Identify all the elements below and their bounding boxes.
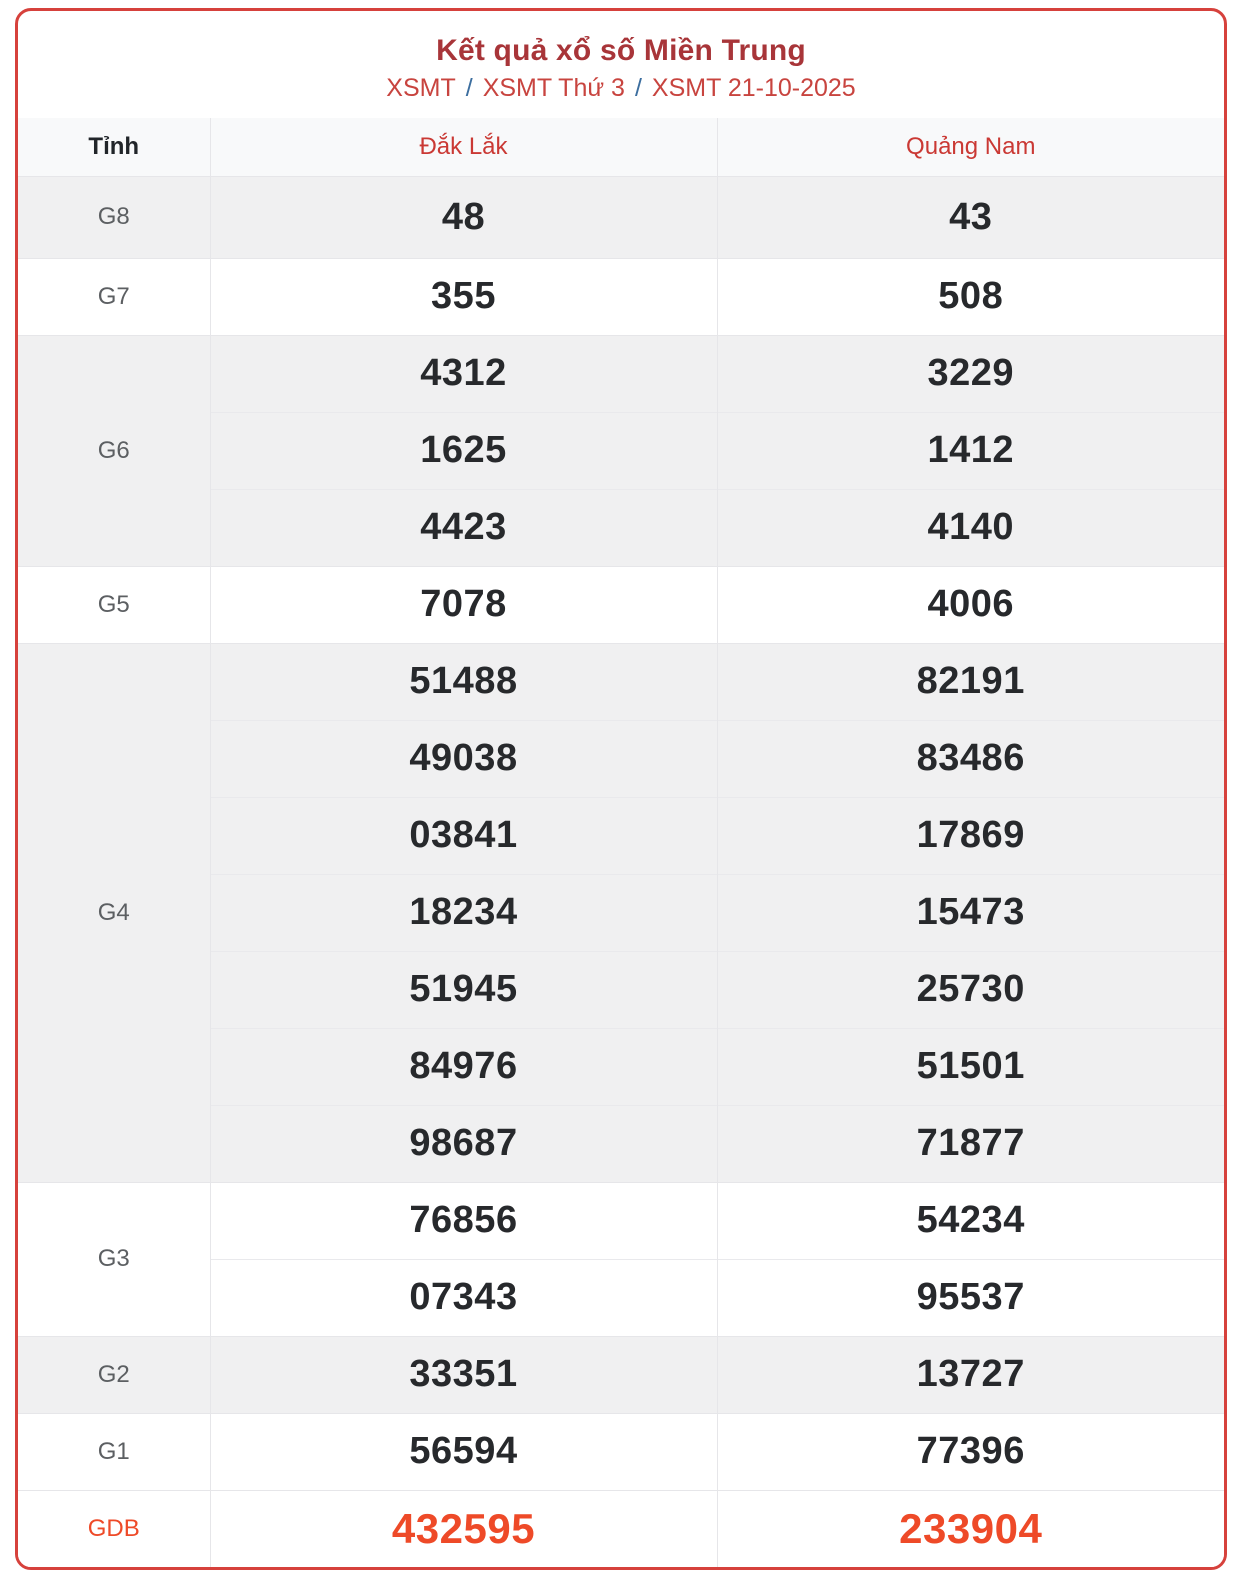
prize-label-g7: G7 (18, 258, 210, 335)
prize-row-g1 (18, 1413, 1224, 1490)
value-g2-dak-lak: 33351 (210, 1336, 717, 1413)
prize-row-g6-1 (18, 335, 1224, 412)
value-g4-4-quang-nam: 15473 (717, 874, 1224, 951)
breadcrumb-link-xsmt-weekday[interactable]: XSMT Thứ 3 (482, 74, 625, 102)
prize-label-g1: G1 (18, 1413, 210, 1490)
value-g4-5-dak-lak: 51945 (210, 951, 717, 1028)
value-g4-3-dak-lak: 03841 (210, 797, 717, 874)
value-g4-2-dak-lak: 49038 (210, 720, 717, 797)
value-g4-2-quang-nam: 83486 (717, 720, 1224, 797)
prize-label-gdb: GDB (18, 1490, 210, 1567)
value-g4-7-dak-lak: 98687 (210, 1105, 717, 1182)
prize-label-g4: G4 (18, 643, 210, 1182)
prize-label-g8: G8 (18, 176, 210, 258)
breadcrumb-link-xsmt[interactable]: XSMT (386, 74, 456, 102)
prize-row-g2 (18, 1336, 1224, 1413)
value-g3-2-dak-lak: 07343 (210, 1259, 717, 1336)
value-g5-dak-lak: 7078 (210, 566, 717, 643)
value-g1-dak-lak: 56594 (210, 1413, 717, 1490)
value-g4-4-dak-lak: 18234 (210, 874, 717, 951)
value-gdb-dak-lak: 432595 (210, 1490, 717, 1567)
value-g6-3-quang-nam: 4140 (717, 489, 1224, 566)
value-g3-1-dak-lak: 76856 (210, 1182, 717, 1259)
value-g1-quang-nam: 77396 (717, 1413, 1224, 1490)
lottery-results-card (15, 8, 1227, 1570)
value-g8-quang-nam: 43 (717, 176, 1224, 258)
prize-label-g2: G2 (18, 1336, 210, 1413)
breadcrumb (386, 74, 855, 103)
value-g4-7-quang-nam: 71877 (717, 1105, 1224, 1182)
value-g6-2-quang-nam: 1412 (717, 412, 1224, 489)
value-g4-1-quang-nam: 82191 (717, 643, 1224, 720)
value-g7-dak-lak: 355 (210, 258, 717, 335)
table-header-row (18, 118, 1224, 176)
prize-row-g4-1 (18, 643, 1224, 720)
prize-row-g5 (18, 566, 1224, 643)
column-header-dak-lak[interactable]: Đắk Lắk (210, 118, 717, 176)
value-g6-1-quang-nam: 3229 (717, 335, 1224, 412)
value-g6-3-dak-lak: 4423 (210, 489, 717, 566)
value-g5-quang-nam: 4006 (717, 566, 1224, 643)
value-g7-quang-nam: 508 (717, 258, 1224, 335)
column-header-quang-nam[interactable]: Quảng Nam (717, 118, 1224, 176)
breadcrumb-separator: / (465, 74, 473, 102)
prize-row-g8 (18, 176, 1224, 258)
value-g8-dak-lak: 48 (210, 176, 717, 258)
prize-row-gdb (18, 1490, 1224, 1567)
prize-row-g3-1 (18, 1182, 1224, 1259)
value-g6-1-dak-lak: 4312 (210, 335, 717, 412)
value-g4-1-dak-lak: 51488 (210, 643, 717, 720)
results-table (18, 118, 1224, 1567)
value-g4-6-dak-lak: 84976 (210, 1028, 717, 1105)
prize-label-g3: G3 (18, 1182, 210, 1336)
value-g4-6-quang-nam: 51501 (717, 1028, 1224, 1105)
value-g3-2-quang-nam: 95537 (717, 1259, 1224, 1336)
value-gdb-quang-nam: 233904 (717, 1490, 1224, 1567)
value-g2-quang-nam: 13727 (717, 1336, 1224, 1413)
prize-label-g6: G6 (18, 335, 210, 566)
value-g6-2-dak-lak: 1625 (210, 412, 717, 489)
breadcrumb-link-xsmt-date[interactable]: XSMT 21-10-2025 (651, 74, 856, 102)
page-title: Kết quả xổ số Miền Trung (436, 34, 806, 67)
breadcrumb-separator: / (634, 74, 642, 102)
prize-label-g5: G5 (18, 566, 210, 643)
column-header-province: Tỉnh (18, 118, 210, 176)
value-g4-3-quang-nam: 17869 (717, 797, 1224, 874)
value-g4-5-quang-nam: 25730 (717, 951, 1224, 1028)
value-g3-1-quang-nam: 54234 (717, 1182, 1224, 1259)
prize-row-g7 (18, 258, 1224, 335)
card-header (18, 11, 1224, 118)
